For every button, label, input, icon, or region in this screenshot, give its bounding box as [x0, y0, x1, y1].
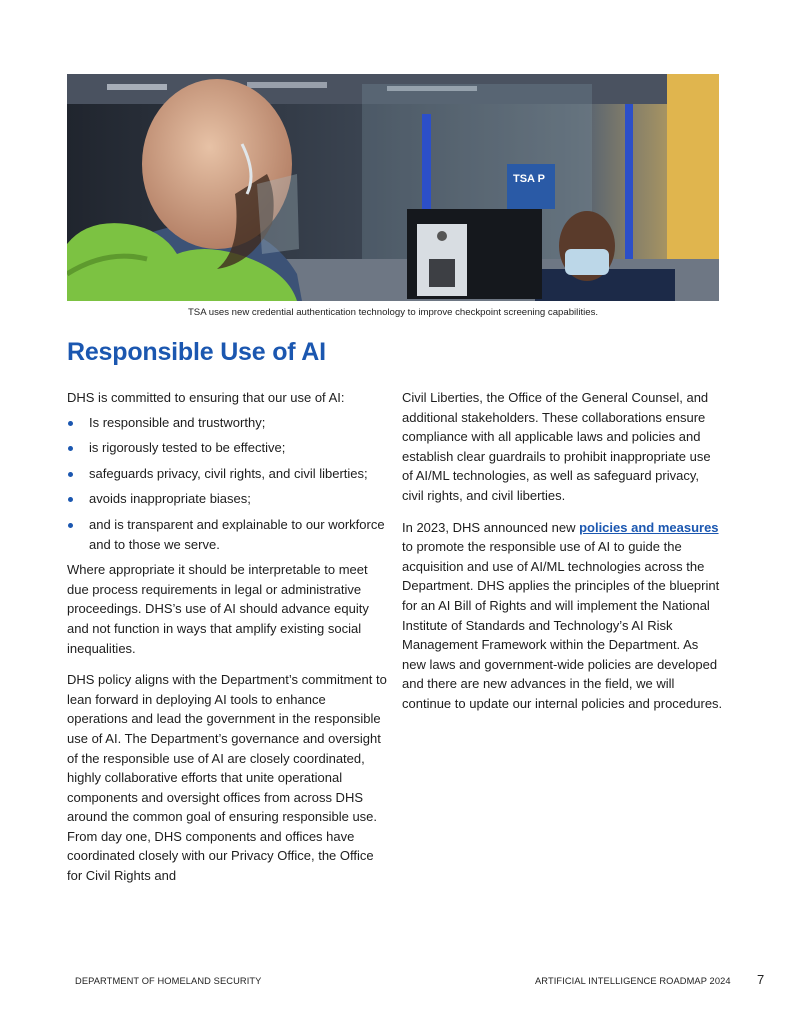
checkpoint-photo-illustration [67, 74, 719, 301]
tsa-sign-text: TSA P [513, 173, 545, 185]
bullet-dot-icon [68, 421, 73, 426]
tsa-sign [507, 164, 555, 209]
page-number: 7 [757, 972, 765, 987]
left-column [67, 388, 389, 898]
list-item: is rigorously tested to be effective; [67, 438, 389, 458]
officer-mask [565, 249, 609, 275]
list-item: avoids inappropriate biases; [67, 489, 389, 509]
interpretability-paragraph: Where appropriate it should be interpretable to meet due process requirements in legal or administrative proceedings. DHS’s use of AI should advance equity and not function in ways that amplify existing social inequalities. [67, 562, 369, 656]
right-column [402, 388, 724, 726]
face-shield [257, 174, 299, 254]
policy-paragraph: DHS policy aligns with the Department’s commitment to lean forward in deploying AI tools to enhance operations and lead the government in the responsible use of AI. The Department’s governance and oversight of the responsible use of AI are closely coordinated, highly collaborative efforts that unite operational components and oversight offices from across DHS around the common goal of ensuring responsible use. From day one, DHS components and offices have coordinated closely with our Privacy Office, the Office for Civil Rights and [67, 672, 387, 884]
photo-caption: TSA uses new credential authentication technology to improve checkpoint screening capabilities. [187, 307, 599, 318]
bullet-dot-icon [68, 472, 73, 477]
collaboration-paragraph: Civil Liberties, the Office of the General Counsel, and additional stakeholders. These collaborations ensure compliance with all applicable laws and policies and establish clear guardrails to prohibit inappropriate use of AI/ML technologies, as well as safeguard privacy, civil rights, and civil liberties. [402, 390, 711, 503]
section-heading: Responsible Use of AI [67, 338, 326, 366]
commitment-list [67, 413, 389, 555]
footer-department: DEPARTMENT OF HOMELAND SECURITY [75, 976, 262, 986]
commitment-intro: DHS is committed to ensuring that our use of AI: [67, 390, 345, 405]
policies-and-measures-link[interactable]: policies and measures [579, 519, 719, 535]
checkpoint-photo [67, 74, 719, 301]
blue-post-right [625, 104, 633, 274]
announcement-paragraph: In 2023, DHS announced new policies and measures to promote the responsible use of AI to guide the acquisition and use of AI/ML technologies across the Department. DHS applies the principles of the blueprint for an AI Bill of Rights and will implement the National Institute of Standards and Technology’s AI Risk Management Framework within the Department. As new laws and government-wide policies are developed and there are new advances in the field, we will continue to update our internal policies and procedures. [402, 519, 723, 711]
list-item: safeguards privacy, civil rights, and civil liberties; [67, 464, 389, 484]
bullet-dot-icon [68, 446, 73, 451]
bullet-dot-icon [68, 523, 73, 528]
bullet-dot-icon [68, 497, 73, 502]
list-item: and is transparent and explainable to our workforce and to those we serve. [67, 515, 389, 554]
footer-document-title: ARTIFICIAL INTELLIGENCE ROADMAP 2024 [535, 976, 731, 986]
list-item: Is responsible and trustworthy; [67, 413, 389, 433]
